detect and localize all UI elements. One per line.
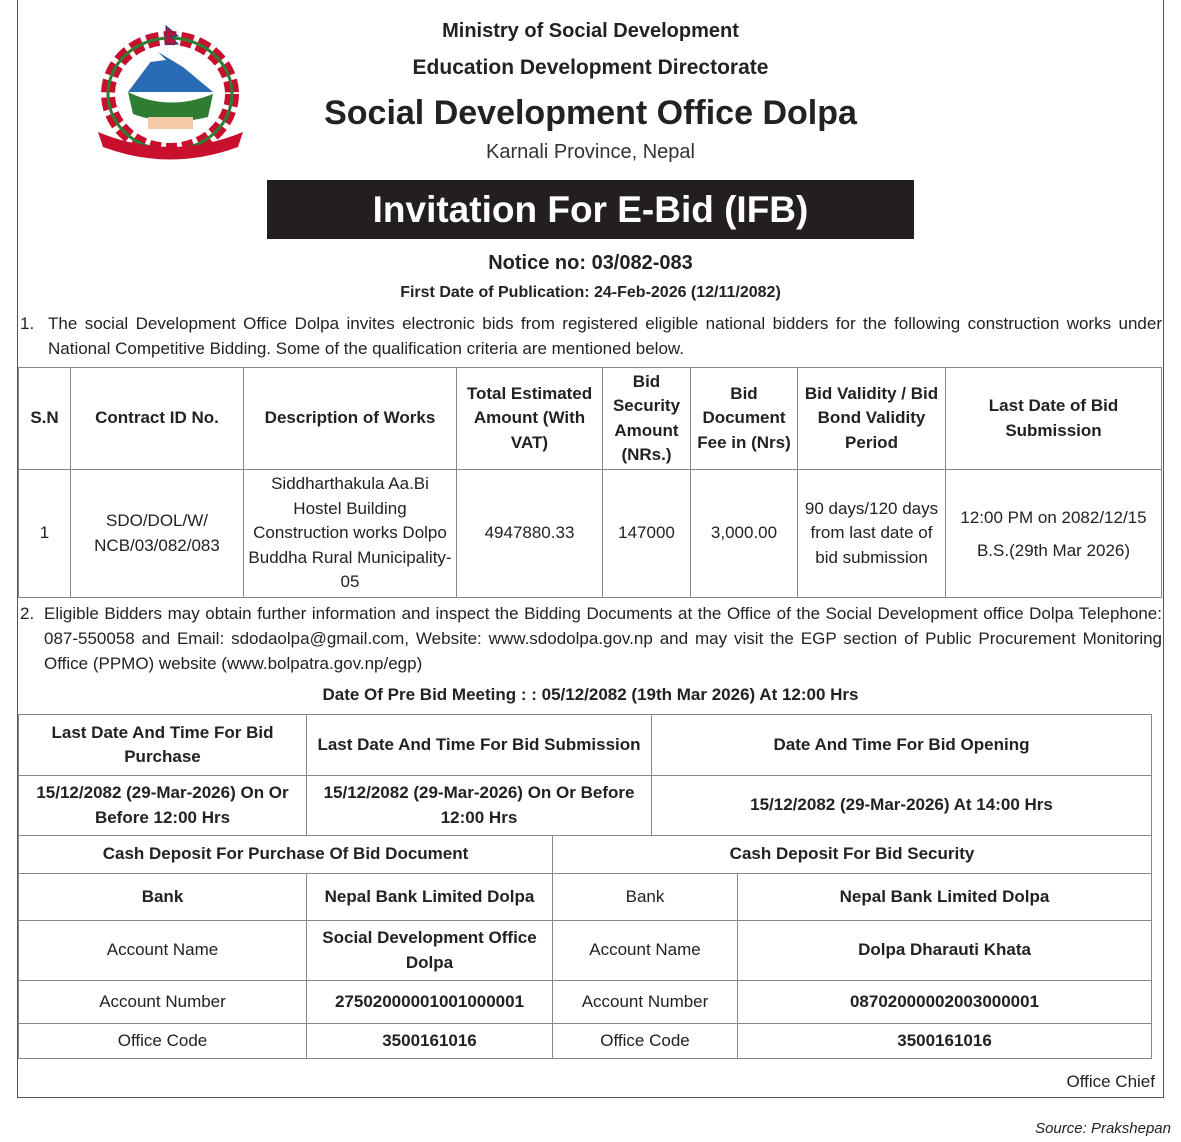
source-credit: Source: Prakshepan <box>1035 1120 1171 1137</box>
cell: SDO/DOL/W/ NCB/03/082/083 <box>71 470 244 598</box>
header-cell: Date And Time For Bid Opening <box>652 715 1152 776</box>
header-cell: Bid Security Amount (NRs.) <box>603 368 691 470</box>
signature-label: Office Chief <box>1066 1072 1155 1091</box>
dates-table <box>18 714 1152 836</box>
cell: 3,000.00 <box>691 470 798 598</box>
table-row <box>19 1024 1152 1059</box>
cell: Bank <box>19 874 307 921</box>
publication-date: First Date of Publication: 24-Feb-2026 (12/11/2082) <box>400 284 781 301</box>
deposit-table <box>18 835 1152 1059</box>
header-cell: Contract ID No. <box>71 368 244 470</box>
header-cell: Description of Works <box>244 368 457 470</box>
table-row <box>19 874 1152 921</box>
cell: Dolpa Dharauti Khata <box>738 921 1152 981</box>
cell: 1 <box>19 470 71 598</box>
office-name: Social Development Office Dolpa <box>324 94 857 132</box>
table-row <box>19 921 1152 981</box>
cell: 27502000001001000001 <box>307 981 553 1024</box>
notice-title: Invitation For E-Bid (IFB) <box>267 180 914 239</box>
header-cell: Last Date And Time For Bid Submission <box>307 715 652 776</box>
cell: 4947880.33 <box>457 470 603 598</box>
table-header-row <box>19 715 1152 776</box>
header-cell: Last Date And Time For Bid Purchase <box>19 715 307 776</box>
cell: Nepal Bank Limited Dolpa <box>307 874 553 921</box>
cell: Social Development Office Dolpa <box>307 921 553 981</box>
header-cell: S.N <box>19 368 71 470</box>
notice-number: Notice no: 03/082-083 <box>488 252 693 274</box>
cell: 15/12/2082 (29-Mar-2026) On Or Before 12:00 Hrs <box>307 776 652 836</box>
cell: 3500161016 <box>307 1024 553 1059</box>
header-cell: Total Estimated Amount (With VAT) <box>457 368 603 470</box>
pre-bid-meeting: Date Of Pre Bid Meeting : : 05/12/2082 (19th Mar 2026) At 12:00 Hrs <box>322 685 859 704</box>
cell: 147000 <box>603 470 691 598</box>
cell: 08702000002003000001 <box>738 981 1152 1024</box>
cell: Nepal Bank Limited Dolpa <box>738 874 1152 921</box>
cell: Account Name <box>19 921 307 981</box>
office-location: Karnali Province, Nepal <box>486 141 695 163</box>
cell: Office Code <box>19 1024 307 1059</box>
paragraph-2 <box>20 601 1162 676</box>
table-row <box>19 981 1152 1024</box>
cell: 3500161016 <box>738 1024 1152 1059</box>
header-cell: Cash Deposit For Bid Security <box>553 836 1152 874</box>
header-cell: Cash Deposit For Purchase Of Bid Document <box>19 836 553 874</box>
cell: 15/12/2082 (29-Mar-2026) On Or Before 12:00 Hrs <box>19 776 307 836</box>
header-cell: Bid Validity / Bid Bond Validity Period <box>798 368 946 470</box>
paragraph-number: 1. <box>20 314 35 333</box>
table-row <box>19 470 1162 598</box>
paragraph-text: Eligible Bidders may obtain further information and inspect the Bidding Documents at the Office of the Social Development office Dolpa Telephone: 087-550058 and Email: sdodaolpa@gmail.com, Website: www.sdodolpa.gov.np and may visit the EGP section of Public Procurement Monitoring Office (PPMO) website (www.bolpatra.gov.np/egp) <box>44 604 1162 673</box>
header-cell: Bid Document Fee in (Nrs) <box>691 368 798 470</box>
paragraph-1 <box>20 311 1162 361</box>
table-header-row <box>19 368 1162 470</box>
cell: 12:00 PM on 2082/12/15 B.S.(29th Mar 2026) <box>946 470 1162 598</box>
cell: Office Code <box>553 1024 738 1059</box>
bid-table <box>18 367 1162 598</box>
cell: Siddharthakula Aa.Bi Hostel Building Construction works Dolpo Buddha Rural Municipality-05 <box>244 470 457 598</box>
cell: Account Number <box>553 981 738 1024</box>
cell: 90 days/120 days from last date of bid submission <box>798 470 946 598</box>
ministry-name: Ministry of Social Development <box>442 20 739 42</box>
paragraph-text: The social Development Office Dolpa invites electronic bids from registered eligible national bidders for the following construction works under National Competitive Bidding. Some of the qualification criteria are mentioned below. <box>48 314 1162 358</box>
cell: Account Number <box>19 981 307 1024</box>
cell: 15/12/2082 (29-Mar-2026) At 14:00 Hrs <box>652 776 1152 836</box>
cell: Bank <box>553 874 738 921</box>
cell: Account Name <box>553 921 738 981</box>
directorate-name: Education Development Directorate <box>412 56 769 79</box>
header-cell: Last Date of Bid Submission <box>946 368 1162 470</box>
table-header-row <box>19 836 1152 874</box>
paragraph-number: 2. <box>20 604 35 623</box>
table-row <box>19 776 1152 836</box>
